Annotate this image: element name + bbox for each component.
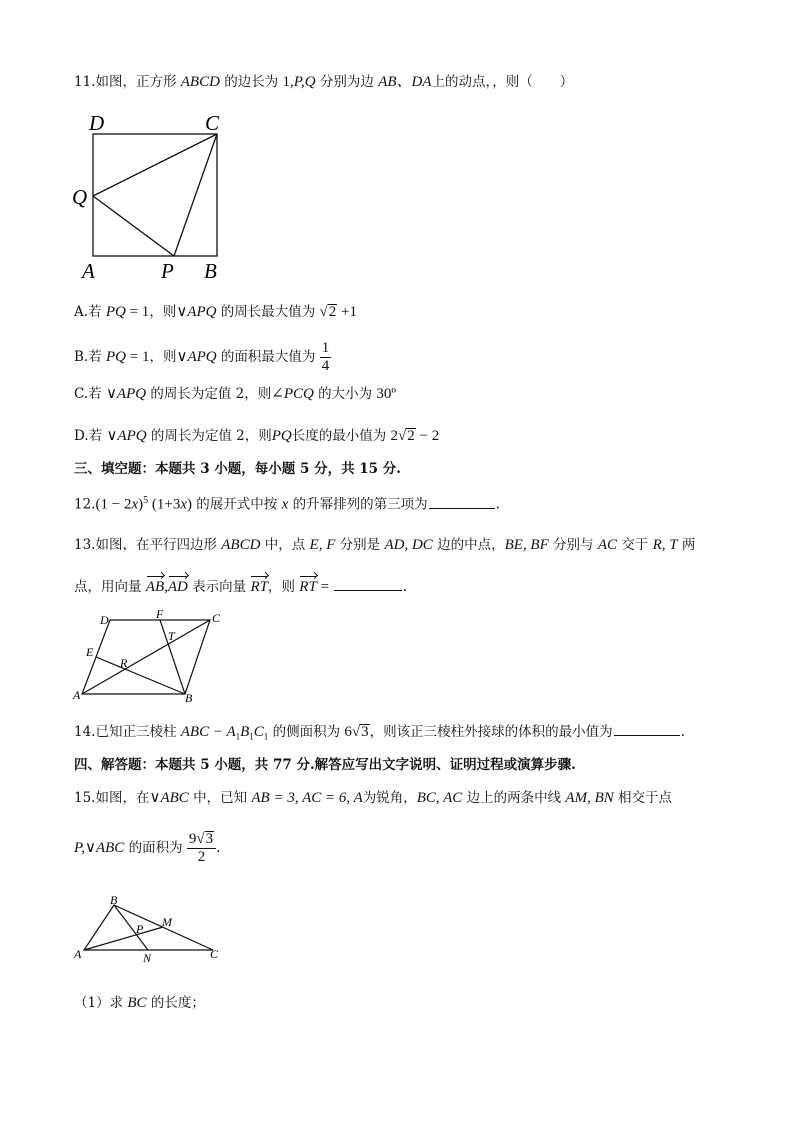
q13-text: 点，用向量 bbox=[74, 579, 146, 595]
q14-subscript: 1 bbox=[235, 731, 241, 742]
q13-text: ，则 bbox=[267, 579, 300, 595]
q15-text: 的面积为 bbox=[124, 840, 187, 856]
option-text: ，则 bbox=[149, 349, 177, 365]
q15-text: 边上的两条中线 bbox=[462, 790, 566, 806]
q15-text: . bbox=[216, 840, 221, 856]
q13-stem-line1 bbox=[74, 535, 695, 555]
q13-vector-ab: AB bbox=[145, 579, 165, 595]
q11-label-d: D bbox=[89, 111, 105, 135]
q11-side-length: 1, bbox=[282, 74, 294, 90]
q15-label-c: C bbox=[210, 947, 219, 961]
q13-math: AC bbox=[597, 537, 618, 553]
q13-text: . bbox=[402, 579, 408, 595]
option-radicand: 2 bbox=[328, 304, 337, 320]
q15-math: AM, BN bbox=[565, 790, 614, 806]
q11-text: 11.如图，正方形 bbox=[74, 74, 181, 90]
q15-label-a: A bbox=[74, 947, 82, 961]
q13-vector-rt: RT bbox=[299, 579, 317, 595]
q13-math: R, T bbox=[652, 537, 678, 553]
q11-option-c bbox=[74, 384, 396, 404]
q12-text: 12. bbox=[74, 496, 96, 513]
option-text: 的面积最大值为 bbox=[216, 349, 320, 365]
q13-text: 边的中点， bbox=[432, 537, 505, 553]
q12-text: . bbox=[495, 496, 500, 513]
q12-text: 的升幂排列的第三项为 bbox=[288, 496, 428, 513]
q14-answer-blank[interactable] bbox=[614, 723, 680, 736]
q12-exponent: 5 bbox=[143, 495, 149, 506]
q13-label-d: D bbox=[100, 613, 109, 627]
option-fraction bbox=[320, 340, 332, 375]
q15-label-m: M bbox=[162, 915, 172, 929]
q13-text: 两 bbox=[677, 537, 696, 553]
q14-text: ，则该正三棱柱外接球的体积的最小值为 bbox=[369, 724, 613, 740]
q14-subscript: 1 bbox=[263, 731, 269, 742]
q15-math: AB = 3, AC = 6, A bbox=[251, 790, 363, 806]
q13-label-b: B bbox=[185, 691, 193, 705]
sqrt-sign: √ bbox=[351, 724, 361, 740]
q15-text: 为锐角， bbox=[362, 790, 417, 806]
option-triangle: ∨APQ bbox=[176, 349, 217, 365]
q15-text: 15.如图，在 bbox=[74, 790, 150, 806]
q13-label-f: F bbox=[156, 607, 164, 621]
option-angle: ∠PCQ bbox=[271, 386, 314, 402]
q13-math: ABCD bbox=[221, 537, 261, 553]
option-triangle: ∨APQ bbox=[176, 304, 217, 320]
q12-math: ) bbox=[138, 496, 144, 513]
option-text: 的周长为定值 2，则 bbox=[146, 386, 272, 402]
q15-label-p: P bbox=[136, 922, 144, 936]
q11-edges: AB、DA bbox=[378, 74, 432, 90]
q13-answer-blank[interactable] bbox=[334, 578, 402, 591]
fraction-radicand: 3 bbox=[205, 831, 214, 847]
q15-text: 中，已知 bbox=[188, 790, 252, 806]
option-triangle: ∨APQ bbox=[105, 386, 147, 402]
q11-label-p: P bbox=[161, 259, 174, 283]
q11-stem bbox=[74, 72, 573, 92]
option-math: PQ bbox=[105, 304, 126, 320]
q12-text: 的展开式中按 bbox=[192, 496, 282, 513]
q12-math: (1 − 2 bbox=[95, 496, 132, 513]
q11-text: 分别为边 bbox=[315, 74, 379, 90]
q13-text: 分别是 bbox=[335, 537, 385, 553]
q14-text: . bbox=[680, 724, 685, 740]
q13-text: 中，点 bbox=[260, 537, 310, 553]
option-text: ，则 bbox=[149, 304, 177, 320]
option-math: = 1 bbox=[126, 349, 150, 365]
option-text: 长度的最小值为 bbox=[291, 428, 391, 444]
option-math: 30º bbox=[376, 386, 397, 402]
q11-option-b bbox=[74, 339, 331, 375]
q15-math: BC, AC bbox=[416, 790, 463, 806]
q13-math: AD, DC bbox=[384, 537, 433, 553]
q14-radicand: 3 bbox=[361, 724, 369, 740]
fraction-numerator bbox=[187, 831, 216, 849]
q11-label-c: C bbox=[205, 111, 220, 135]
q13-label-r: R bbox=[120, 656, 128, 670]
q13-label-e: E bbox=[86, 645, 94, 659]
q12-math: ) bbox=[187, 496, 193, 513]
q14-math: 6 bbox=[344, 724, 352, 740]
q14-stem bbox=[74, 722, 685, 747]
q11-text: 上的动点，，则（ ） bbox=[431, 74, 574, 90]
q15-text: 的长度； bbox=[146, 995, 205, 1011]
q15-math: ∨ABC bbox=[84, 840, 125, 856]
q14-subscript: 1 bbox=[249, 731, 254, 742]
option-text: 的周长为定值 2，则 bbox=[146, 428, 272, 444]
q15-text: 相交于点 bbox=[613, 790, 673, 806]
q11-points: P,Q bbox=[293, 74, 316, 90]
sqrt-sign: √ bbox=[319, 304, 328, 320]
q15-text: （1）求 bbox=[74, 995, 128, 1011]
q13-math: = bbox=[316, 579, 333, 595]
q15-area-fraction bbox=[187, 831, 216, 866]
q11-square-figure bbox=[70, 108, 240, 286]
option-triangle: ∨APQ bbox=[106, 428, 147, 444]
option-text: 的周长最大值为 bbox=[216, 304, 320, 320]
section-4-heading: 四、解答题：本题共 5 小题，共 77 分.解答应写出文字说明、证明过程或演算步骤. bbox=[74, 757, 576, 773]
option-text: D.若 bbox=[74, 428, 107, 444]
q12-math: x bbox=[180, 496, 188, 513]
q13-math: E, F bbox=[309, 537, 336, 553]
option-math: = 1 bbox=[125, 304, 150, 320]
q15-subquestion-1 bbox=[74, 993, 205, 1013]
sqrt-sign: √ bbox=[398, 428, 407, 444]
q15-math: ∨ABC bbox=[149, 790, 189, 806]
q11-label-q: Q bbox=[72, 185, 88, 209]
q11-label-a: A bbox=[82, 259, 95, 283]
q15-stem-line2 bbox=[74, 828, 220, 868]
q11-text: 的边长为 bbox=[219, 74, 283, 90]
q15-math: P, bbox=[74, 840, 85, 856]
section-3-heading: 三、填空题：本题共 3 小题，每小题 5 分，共 15 分. bbox=[74, 461, 401, 477]
q12-math: x bbox=[281, 496, 289, 513]
fraction-denominator: 2 bbox=[197, 849, 206, 865]
q12-math: x bbox=[131, 496, 139, 513]
q15-label-b: B bbox=[110, 893, 118, 907]
q13-text: 13.如图，在平行四边形 bbox=[74, 537, 222, 553]
option-math: +1 bbox=[337, 304, 357, 320]
q13-math: BE, BF bbox=[504, 537, 549, 553]
q13-text: 表示向量 bbox=[187, 579, 251, 595]
q14-math: ABC − A bbox=[180, 724, 236, 740]
q15-stem-line1 bbox=[74, 788, 672, 808]
option-math: PQ bbox=[106, 349, 127, 365]
fraction-numerator-coef: 9 bbox=[188, 831, 197, 847]
q13-parallelogram-figure bbox=[70, 606, 230, 706]
q12-stem bbox=[74, 491, 500, 515]
q11-option-a bbox=[74, 302, 357, 322]
q15-label-n: N bbox=[143, 951, 152, 964]
q14-text: 14.已知正三棱柱 bbox=[74, 724, 181, 740]
q14-text: 的侧面积为 bbox=[268, 724, 345, 740]
fraction-numerator: 1 bbox=[321, 340, 330, 356]
q11-option-d bbox=[74, 426, 439, 446]
option-segment: PQ bbox=[271, 428, 292, 444]
q14-math: B bbox=[240, 724, 250, 740]
q12-answer-blank[interactable] bbox=[429, 496, 495, 509]
q11-square-name: ABCD bbox=[180, 74, 220, 90]
option-text: 的大小为 bbox=[313, 386, 377, 402]
q15-triangle-figure bbox=[70, 892, 230, 964]
q13-label-t: T bbox=[168, 629, 175, 643]
sqrt-sign: √ bbox=[196, 831, 205, 847]
q13-vector-ad: AD bbox=[167, 579, 188, 595]
option-text: A.若 bbox=[74, 304, 106, 320]
q15-math: BC bbox=[127, 995, 147, 1011]
fraction-denominator: 4 bbox=[321, 358, 330, 374]
q13-label-c: C bbox=[212, 611, 221, 625]
q13-text: 交于 bbox=[617, 537, 653, 553]
option-math: 2 bbox=[390, 428, 399, 444]
q13-vector-rt: RT bbox=[250, 579, 268, 595]
q13-math: , bbox=[164, 579, 168, 595]
option-text: B.若 bbox=[74, 349, 107, 365]
q13-label-a: A bbox=[73, 688, 81, 702]
q14-math: C bbox=[253, 724, 264, 740]
option-math: − 2 bbox=[415, 428, 440, 444]
option-radicand: 2 bbox=[407, 428, 415, 444]
q11-label-b: B bbox=[204, 259, 217, 283]
q13-text: 分别与 bbox=[548, 537, 598, 553]
q12-math: (1+3 bbox=[148, 496, 181, 513]
option-text: C.若 bbox=[74, 386, 106, 402]
q13-stem-line2 bbox=[74, 577, 407, 597]
